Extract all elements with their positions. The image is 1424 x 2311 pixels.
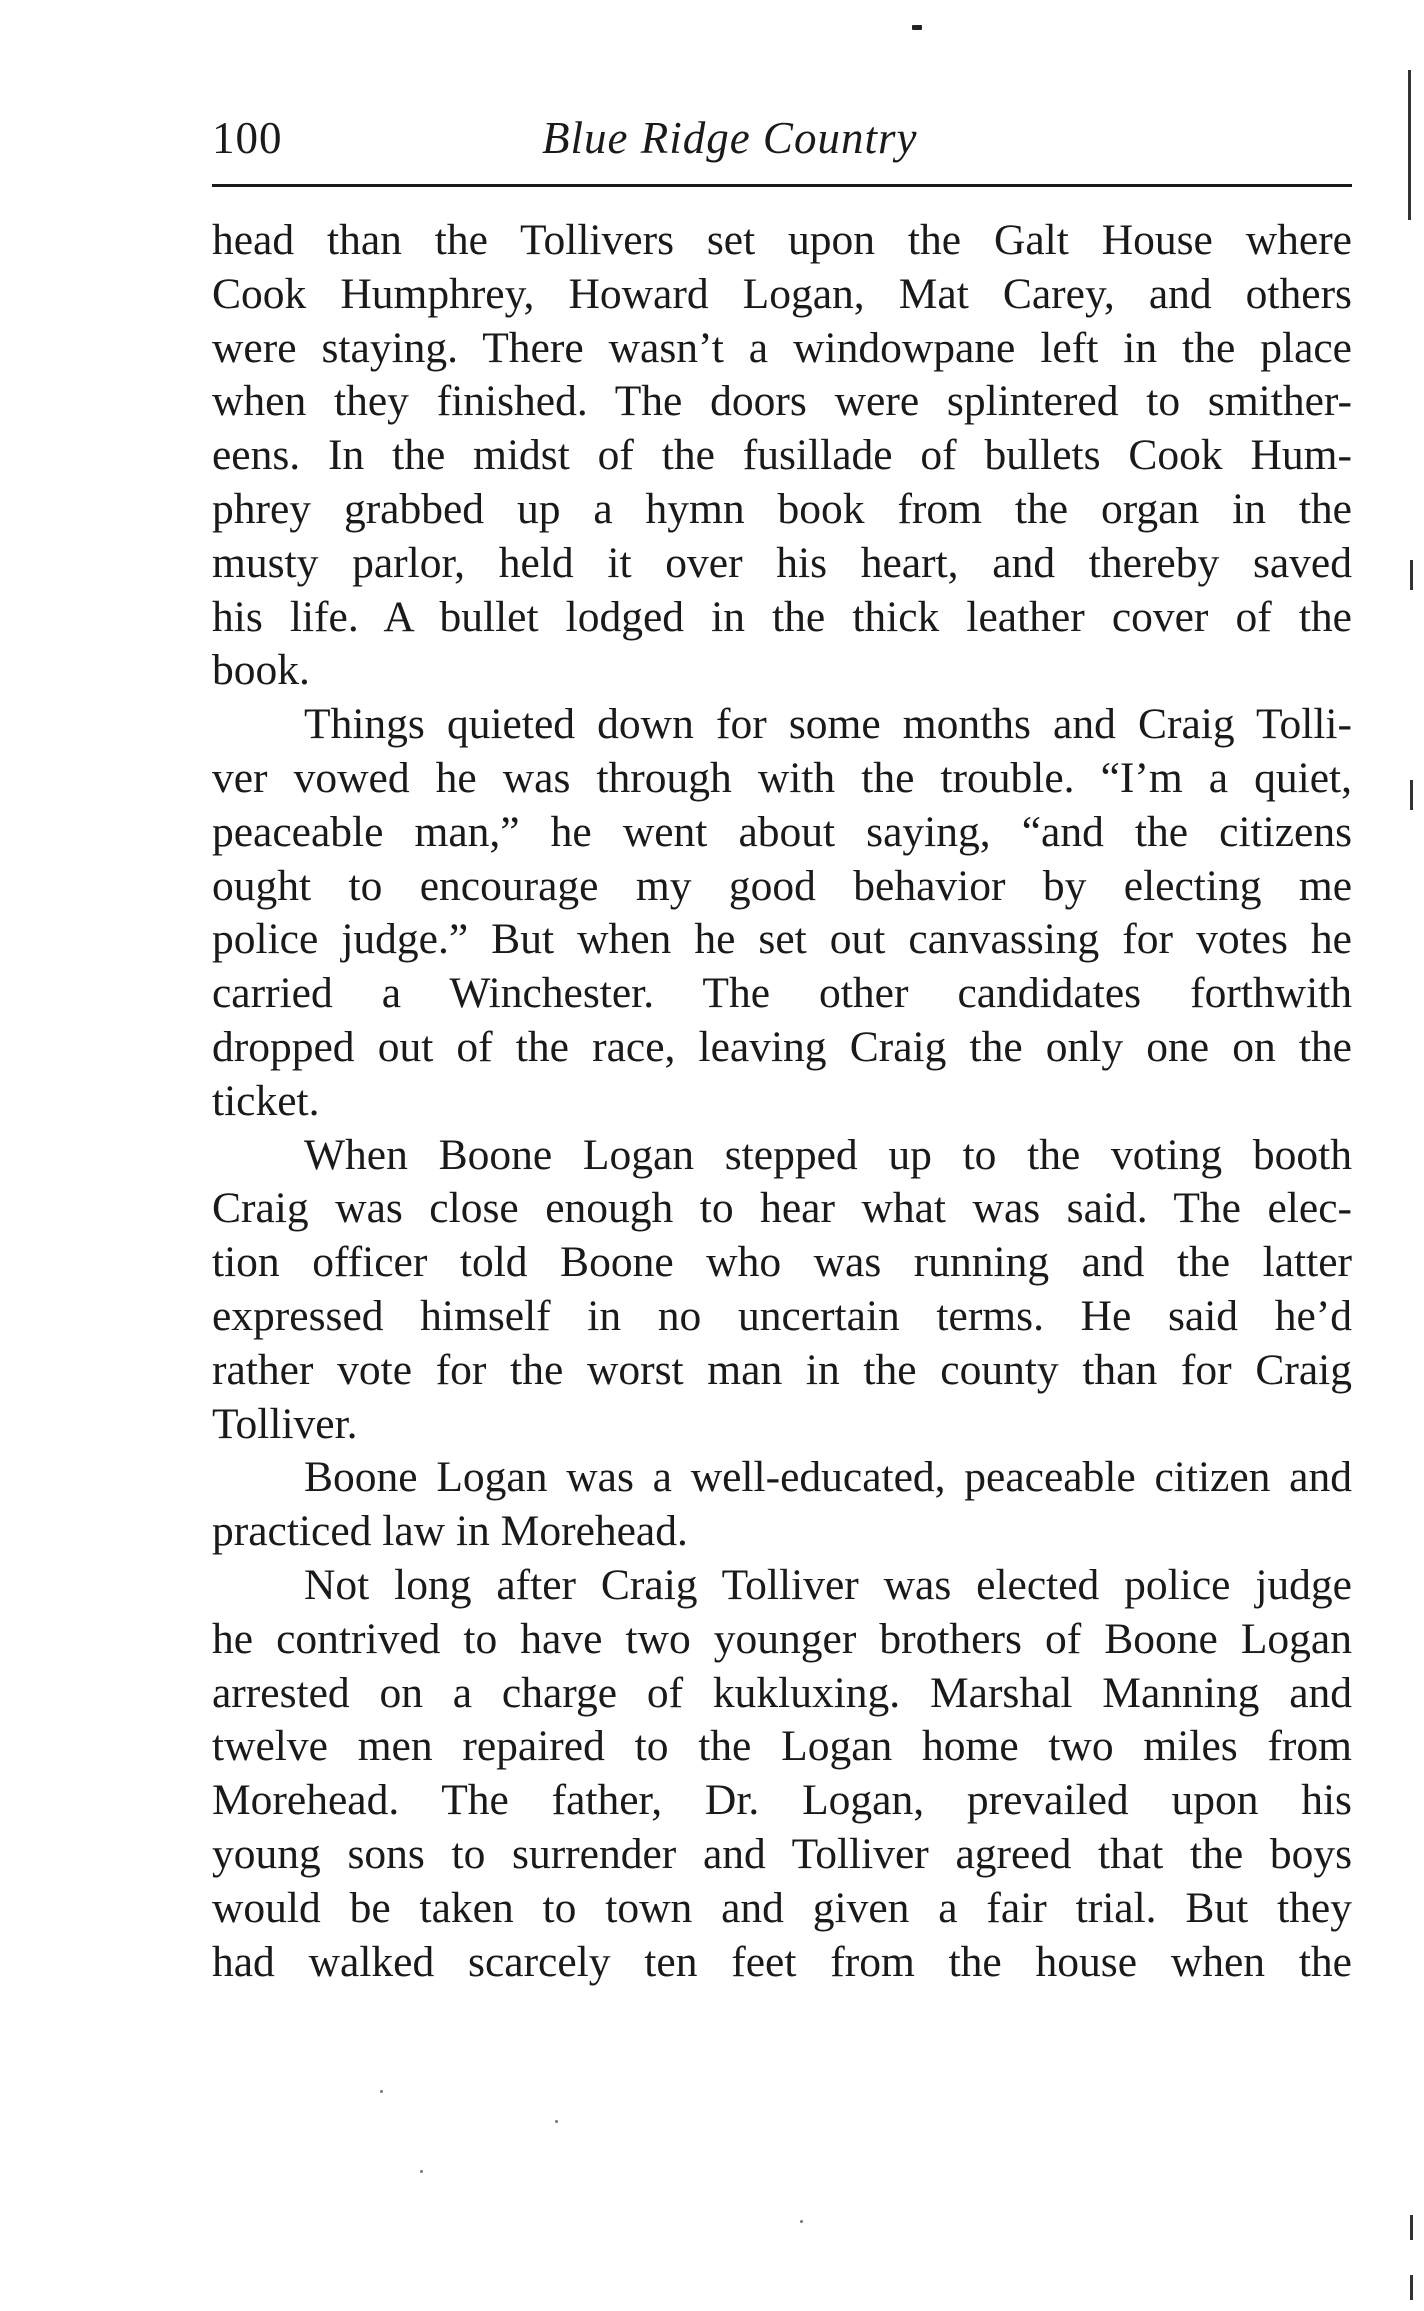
text-line: he contrived to have two younger brothers of Boone Logan — [212, 1614, 1352, 1663]
body-text — [212, 214, 1352, 1989]
text-line: eens. In the midst of the fusillade of bullets Cook Hum- — [212, 431, 1352, 480]
text-line: Craig was close enough to hear what was said. The elec- — [212, 1184, 1352, 1233]
text-line: when they finished. The doors were splintered to smither- — [212, 377, 1352, 426]
paragraph-5 — [212, 1559, 1352, 1989]
text-line: rather vote for the worst man in the county than for Craig — [212, 1345, 1352, 1394]
text-line: twelve men repaired to the Logan home two miles from — [212, 1722, 1352, 1771]
scan-edge-mark — [1410, 2275, 1413, 2300]
text-line: were staying. There wasn’t a windowpane left in the place — [212, 323, 1352, 372]
page-number: 100 — [212, 113, 283, 163]
text-line: When Boone Logan stepped up to the voting booth — [304, 1130, 1352, 1179]
paragraph-3 — [212, 1129, 1352, 1452]
text-line: carried a Winchester. The other candidates forthwith — [212, 969, 1352, 1018]
text-line: ticket. — [212, 1076, 320, 1125]
running-head — [212, 103, 1352, 173]
text-line: book. — [212, 646, 310, 695]
scan-edge-mark — [1410, 780, 1413, 810]
text-line: would be taken to town and given a fair trial. But they — [212, 1883, 1352, 1932]
text-line: tion officer told Boone who was running and the latter — [212, 1238, 1352, 1287]
text-line: practiced law in Morehead. — [212, 1507, 688, 1556]
scan-speck — [555, 2120, 558, 2123]
paragraph-1 — [212, 214, 1352, 698]
text-line: peaceable man,” he went about saying, “and the citizens — [212, 807, 1352, 856]
text-line: Cook Humphrey, Howard Logan, Mat Carey, and others — [212, 269, 1352, 318]
text-line: his life. A bullet lodged in the thick leather cover of the — [212, 592, 1352, 641]
scan-speck — [800, 2220, 803, 2223]
text-line: musty parlor, held it over his heart, and thereby saved — [212, 538, 1352, 587]
text-line: police judge.” But when he set out canvassing for votes he — [212, 915, 1352, 964]
header-rule — [212, 184, 1352, 187]
text-line: ver vowed he was through with the trouble. “I’m a quiet, — [212, 753, 1352, 802]
text-line: expressed himself in no uncertain terms. He said he’d — [212, 1291, 1352, 1340]
scan-edge-mark — [1410, 560, 1413, 590]
text-line: ought to encourage my good behavior by electing me — [212, 861, 1352, 910]
text-line: dropped out of the race, leaving Craig the only one on the — [212, 1022, 1352, 1071]
text-line: Boone Logan was a well-educated, peaceable citizen and — [304, 1453, 1352, 1502]
scan-speck — [912, 25, 922, 30]
book-title: Blue Ridge Country — [542, 113, 918, 163]
text-line: arrested on a charge of kukluxing. Marshal Manning and — [212, 1668, 1352, 1717]
text-line: phrey grabbed up a hymn book from the organ in the — [212, 484, 1352, 533]
text-line: Tolliver. — [212, 1399, 358, 1448]
text-line: head than the Tollivers set upon the Galt House where — [212, 216, 1352, 264]
text-line: Things quieted down for some months and Craig Tolli- — [304, 700, 1352, 749]
text-line: had walked scarcely ten feet from the house when the — [212, 1937, 1352, 1986]
text-line: Morehead. The father, Dr. Logan, prevailed upon his — [212, 1776, 1352, 1825]
paragraph-2 — [212, 698, 1352, 1128]
scan-edge-mark — [1408, 70, 1411, 220]
scan-speck — [380, 2090, 383, 2093]
text-line: Not long after Craig Tolliver was elected police judge — [304, 1560, 1352, 1609]
scan-speck — [420, 2170, 423, 2173]
scan-edge-mark — [1410, 2215, 1413, 2240]
text-line: young sons to surrender and Tolliver agreed that the boys — [212, 1829, 1352, 1878]
paragraph-4 — [212, 1451, 1352, 1559]
